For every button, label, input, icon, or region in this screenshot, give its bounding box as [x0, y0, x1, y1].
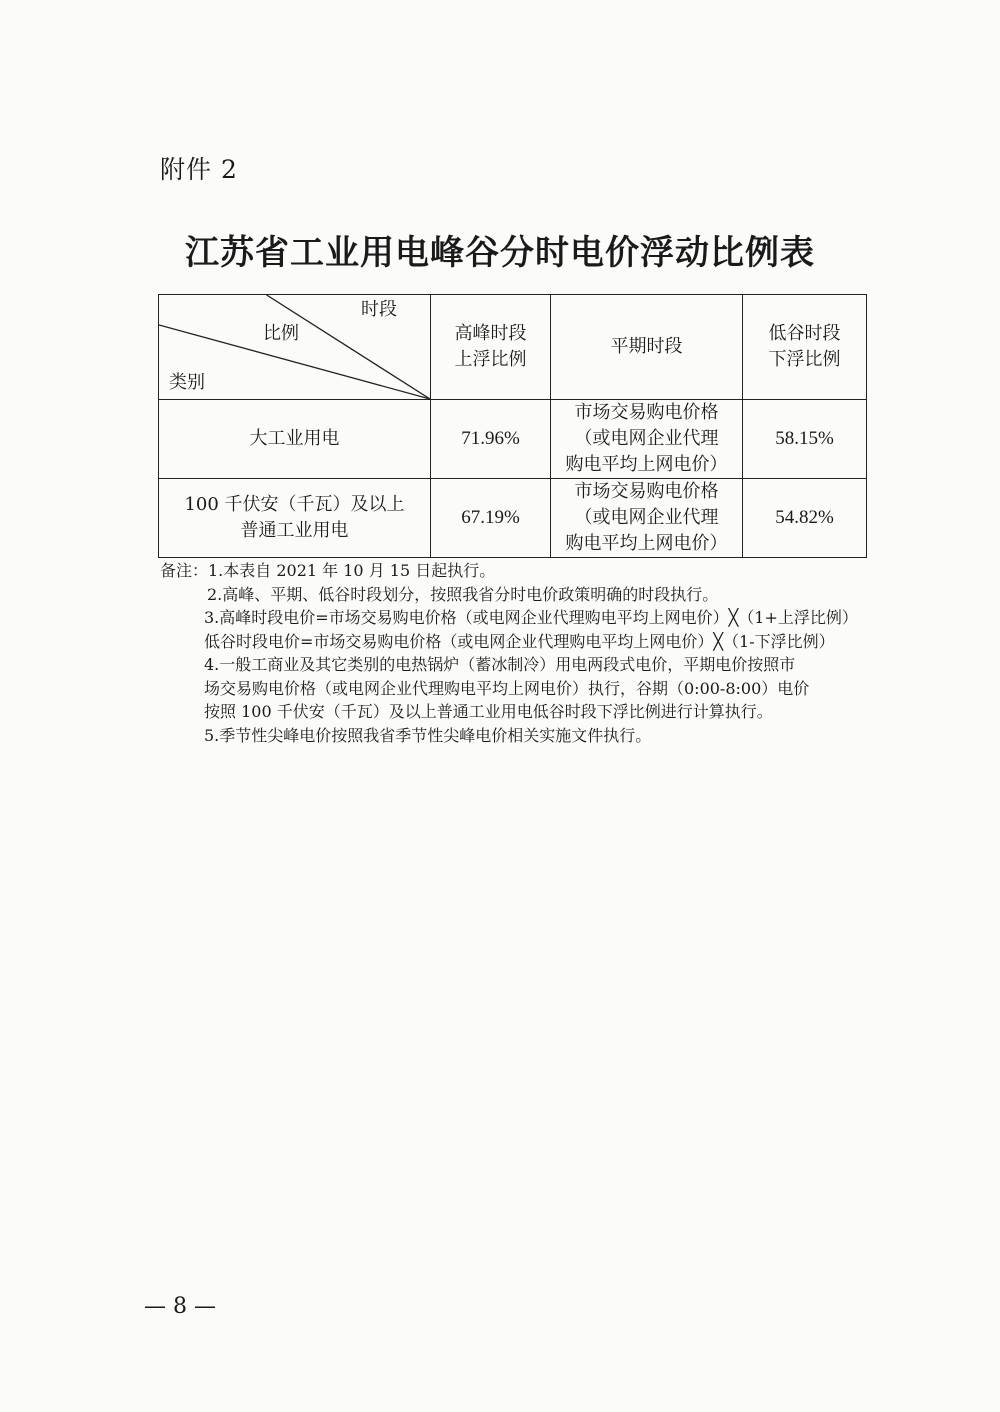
note-line: 按照 100 千伏安（千瓦）及以上普通工业用电低谷时段下浮比例进行计算执行。	[204, 702, 773, 721]
note-line: 4.一般工商业及其它类别的电热锅炉（蓄冰制冷）用电两段式电价，平期电价按照市	[204, 655, 796, 674]
header-peak-line2: 上浮比例	[454, 349, 527, 370]
row-valley-ratio: 54.82%	[743, 479, 867, 558]
table-row	[159, 479, 867, 558]
attachment-label: 附件 2	[160, 155, 238, 184]
table-header-row	[159, 295, 867, 400]
diag-label-category: 类别	[169, 372, 205, 393]
note-line: 备注：1.本表自 2021 年 10 月 15 日起执行。	[160, 561, 496, 580]
table-row	[159, 400, 867, 479]
category-line2: 普通工业用电	[240, 520, 349, 541]
flat-line2: （或电网企业代理	[574, 428, 719, 449]
note-line: 5.季节性尖峰电价按照我省季节性尖峰电价相关实施文件执行。	[204, 725, 652, 745]
note-line: 场交易购电价格（或电网企业代理购电平均上网电价）执行，谷期（0:00-8:00）电价	[204, 678, 810, 698]
flat-line1: 市场交易购电价格	[574, 402, 719, 423]
header-peak	[431, 295, 551, 400]
row-valley-ratio: 58.15%	[743, 400, 867, 479]
row-peak-ratio: 71.96%	[431, 400, 551, 479]
category-line1: 大工业用电	[249, 428, 340, 449]
flat-line3: 购电平均上网电价）	[565, 454, 728, 475]
page-number: — 8 —	[144, 1294, 216, 1319]
row-flat-price	[551, 400, 743, 479]
row-category	[159, 400, 431, 479]
diagonal-header-cell	[159, 295, 431, 400]
diag-label-ratio: 比例	[263, 323, 299, 344]
note-line: 3.高峰时段电价=市场交易购电价格（或电网企业代理购电平均上网电价）╳（1+上浮比例）	[204, 608, 858, 627]
row-flat-price	[551, 479, 743, 558]
row-peak-ratio: 67.19%	[431, 479, 551, 558]
flat-line3: 购电平均上网电价）	[565, 533, 728, 554]
note-line: 2.高峰、平期、低谷时段划分，按照我省分时电价政策明确的时段执行。	[207, 584, 719, 604]
diag-label-period: 时段	[361, 299, 397, 320]
notes-section	[160, 559, 858, 747]
header-flat: 平期时段	[551, 295, 743, 400]
note-line: 低谷时段电价=市场交易购电价格（或电网企业代理购电平均上网电价）╳（1-下浮比例）	[204, 631, 835, 651]
header-valley-line2: 下浮比例	[768, 349, 841, 370]
price-ratio-table	[158, 294, 867, 558]
flat-line2: （或电网企业代理	[574, 507, 719, 528]
header-valley	[743, 295, 867, 400]
header-peak-line1: 高峰时段	[454, 323, 527, 344]
flat-line1: 市场交易购电价格	[574, 481, 719, 502]
category-line1: 100 千伏安（千瓦）及以上	[184, 494, 405, 515]
row-category	[159, 479, 431, 558]
header-valley-line1: 低谷时段	[768, 323, 841, 344]
document-title: 江苏省工业用电峰谷分时电价浮动比例表	[185, 233, 815, 273]
